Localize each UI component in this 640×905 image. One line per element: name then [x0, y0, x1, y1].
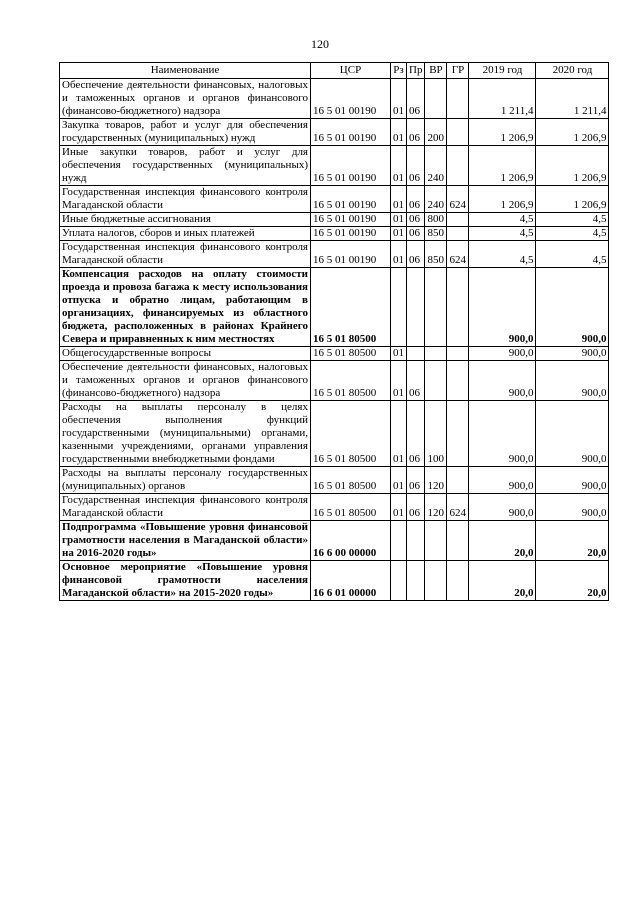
- cell-pr: 06: [407, 494, 425, 521]
- cell-pr: 06: [407, 186, 425, 213]
- cell-y2019: 900,0: [469, 467, 536, 494]
- table-header-row: [60, 63, 609, 79]
- header-2019: 2019 год: [469, 63, 536, 79]
- cell-y2020: 1 211,4: [536, 79, 609, 119]
- cell-pr: 06: [407, 213, 425, 227]
- cell-csr: 16 5 01 80500: [311, 268, 391, 347]
- cell-vr: [425, 561, 447, 601]
- cell-pr: 06: [407, 119, 425, 146]
- table-row: [60, 227, 609, 241]
- table-row: [60, 494, 609, 521]
- cell-csr: 16 5 01 80500: [311, 361, 391, 401]
- cell-y2019: 1 206,9: [469, 119, 536, 146]
- cell-rz: [391, 561, 407, 601]
- cell-rz: 01: [391, 401, 407, 467]
- table-row: [60, 79, 609, 119]
- cell-y2020: 1 206,9: [536, 119, 609, 146]
- cell-csr: 16 5 01 00190: [311, 213, 391, 227]
- cell-gr: [447, 467, 469, 494]
- cell-vr: 240: [425, 186, 447, 213]
- cell-y2020: 4,5: [536, 241, 609, 268]
- cell-y2019: 1 211,4: [469, 79, 536, 119]
- cell-gr: [447, 401, 469, 467]
- cell-y2019: 1 206,9: [469, 186, 536, 213]
- cell-gr: [447, 521, 469, 561]
- cell-vr: [425, 347, 447, 361]
- cell-vr: 850: [425, 227, 447, 241]
- cell-gr: [447, 227, 469, 241]
- cell-name: Закупка товаров, работ и услуг для обеспечения государственных (муниципальных) нужд: [60, 119, 311, 146]
- cell-gr: [447, 347, 469, 361]
- table-row: [60, 186, 609, 213]
- cell-y2020: 900,0: [536, 361, 609, 401]
- cell-gr: [447, 268, 469, 347]
- cell-pr: 06: [407, 361, 425, 401]
- cell-rz: [391, 268, 407, 347]
- cell-y2020: 900,0: [536, 467, 609, 494]
- cell-csr: 16 5 01 00190: [311, 79, 391, 119]
- cell-rz: 01: [391, 146, 407, 186]
- cell-name: Подпрограмма «Повышение уровня финансовой грамотности населения в Магаданской области» на 2016-2020 годы»: [60, 521, 311, 561]
- budget-table: [59, 62, 609, 601]
- header-name: Наименование: [60, 63, 311, 79]
- cell-rz: 01: [391, 213, 407, 227]
- cell-gr: [447, 146, 469, 186]
- cell-y2019: 4,5: [469, 227, 536, 241]
- table-row: [60, 119, 609, 146]
- cell-name: Расходы на выплаты персоналу в целях обеспечения выполнения функций государственными (муниципальными) органами, казенными учреждениями, органами управления государственными внебюджетными фондами: [60, 401, 311, 467]
- cell-pr: 06: [407, 79, 425, 119]
- cell-vr: 850: [425, 241, 447, 268]
- cell-csr: 16 5 01 80500: [311, 467, 391, 494]
- table-row: [60, 213, 609, 227]
- table-row: [60, 467, 609, 494]
- cell-y2019: 4,5: [469, 213, 536, 227]
- table-row: [60, 268, 609, 347]
- table-row: [60, 521, 609, 561]
- cell-pr: 06: [407, 467, 425, 494]
- cell-csr: 16 5 01 00190: [311, 119, 391, 146]
- header-gr: ГР: [447, 63, 469, 79]
- cell-csr: 16 5 01 00190: [311, 227, 391, 241]
- cell-gr: 624: [447, 494, 469, 521]
- cell-y2020: 900,0: [536, 268, 609, 347]
- table-row: [60, 361, 609, 401]
- header-2020: 2020 год: [536, 63, 609, 79]
- cell-rz: 01: [391, 361, 407, 401]
- cell-y2020: 20,0: [536, 561, 609, 601]
- cell-y2019: 20,0: [469, 521, 536, 561]
- cell-vr: [425, 268, 447, 347]
- cell-rz: 01: [391, 241, 407, 268]
- cell-y2019: 900,0: [469, 268, 536, 347]
- cell-pr: [407, 521, 425, 561]
- header-vr: ВР: [425, 63, 447, 79]
- cell-y2020: 1 206,9: [536, 186, 609, 213]
- cell-y2020: 900,0: [536, 494, 609, 521]
- cell-pr: [407, 561, 425, 601]
- cell-y2019: 4,5: [469, 241, 536, 268]
- cell-y2019: 20,0: [469, 561, 536, 601]
- cell-pr: [407, 268, 425, 347]
- cell-name: Обеспечение деятельности финансовых, налоговых и таможенных органов и органов финансового (финансово-бюджетного) надзора: [60, 79, 311, 119]
- cell-name: Расходы на выплаты персоналу государственных (муниципальных) органов: [60, 467, 311, 494]
- header-csr: ЦСР: [311, 63, 391, 79]
- cell-name: Государственная инспекция финансового контроля Магаданской области: [60, 494, 311, 521]
- cell-name: Государственная инспекция финансового контроля Магаданской области: [60, 241, 311, 268]
- cell-rz: 01: [391, 227, 407, 241]
- cell-pr: 06: [407, 241, 425, 268]
- cell-vr: 240: [425, 146, 447, 186]
- cell-y2019: 900,0: [469, 347, 536, 361]
- cell-gr: 624: [447, 186, 469, 213]
- cell-y2020: 4,5: [536, 213, 609, 227]
- cell-vr: 120: [425, 494, 447, 521]
- cell-y2019: 900,0: [469, 494, 536, 521]
- table-row: [60, 347, 609, 361]
- cell-vr: 100: [425, 401, 447, 467]
- cell-csr: 16 5 01 80500: [311, 347, 391, 361]
- cell-vr: [425, 361, 447, 401]
- table-row: [60, 561, 609, 601]
- cell-y2020: 1 206,9: [536, 146, 609, 186]
- cell-gr: [447, 119, 469, 146]
- cell-csr: 16 6 00 00000: [311, 521, 391, 561]
- cell-y2019: 1 206,9: [469, 146, 536, 186]
- cell-gr: [447, 79, 469, 119]
- cell-vr: 800: [425, 213, 447, 227]
- table-row: [60, 241, 609, 268]
- table-row: [60, 401, 609, 467]
- cell-y2019: 900,0: [469, 401, 536, 467]
- cell-rz: 01: [391, 186, 407, 213]
- cell-csr: 16 5 01 80500: [311, 401, 391, 467]
- cell-vr: [425, 79, 447, 119]
- cell-gr: [447, 213, 469, 227]
- cell-y2019: 900,0: [469, 361, 536, 401]
- cell-y2020: 900,0: [536, 347, 609, 361]
- cell-vr: 200: [425, 119, 447, 146]
- table-row: [60, 146, 609, 186]
- cell-rz: 01: [391, 79, 407, 119]
- cell-csr: 16 5 01 00190: [311, 241, 391, 268]
- cell-gr: [447, 561, 469, 601]
- cell-vr: 120: [425, 467, 447, 494]
- cell-gr: 624: [447, 241, 469, 268]
- cell-y2020: 900,0: [536, 401, 609, 467]
- cell-vr: [425, 521, 447, 561]
- cell-y2020: 20,0: [536, 521, 609, 561]
- cell-name: Уплата налогов, сборов и иных платежей: [60, 227, 311, 241]
- header-rz: Рз: [391, 63, 407, 79]
- cell-name: Иные закупки товаров, работ и услуг для обеспечения государственных (муниципальных) нужд: [60, 146, 311, 186]
- cell-rz: 01: [391, 467, 407, 494]
- cell-rz: [391, 521, 407, 561]
- cell-csr: 16 5 01 00190: [311, 186, 391, 213]
- cell-name: Основное мероприятие «Повышение уровня финансовой грамотности населения Магаданской области» на 2015-2020 годы»: [60, 561, 311, 601]
- cell-name: Компенсация расходов на оплату стоимости проезда и провоза багажа к месту использования отпуска и обратно лицам, работающим в организациях, финансируемых из областного бюджета, расположенных в районах Крайнего Севера и приравненных к ним местностях: [60, 268, 311, 347]
- cell-rz: 01: [391, 119, 407, 146]
- cell-y2020: 4,5: [536, 227, 609, 241]
- cell-name: Иные бюджетные ассигнования: [60, 213, 311, 227]
- header-pr: Пр: [407, 63, 425, 79]
- cell-rz: 01: [391, 347, 407, 361]
- cell-pr: 06: [407, 227, 425, 241]
- cell-name: Общегосударственные вопросы: [60, 347, 311, 361]
- cell-rz: 01: [391, 494, 407, 521]
- cell-csr: 16 6 01 00000: [311, 561, 391, 601]
- cell-pr: 06: [407, 401, 425, 467]
- cell-name: Обеспечение деятельности финансовых, налоговых и таможенных органов и органов финансового (финансово-бюджетного) надзора: [60, 361, 311, 401]
- page-number: 120: [311, 37, 329, 51]
- cell-csr: 16 5 01 80500: [311, 494, 391, 521]
- cell-gr: [447, 361, 469, 401]
- cell-pr: 06: [407, 146, 425, 186]
- cell-name: Государственная инспекция финансового контроля Магаданской области: [60, 186, 311, 213]
- cell-csr: 16 5 01 00190: [311, 146, 391, 186]
- cell-pr: [407, 347, 425, 361]
